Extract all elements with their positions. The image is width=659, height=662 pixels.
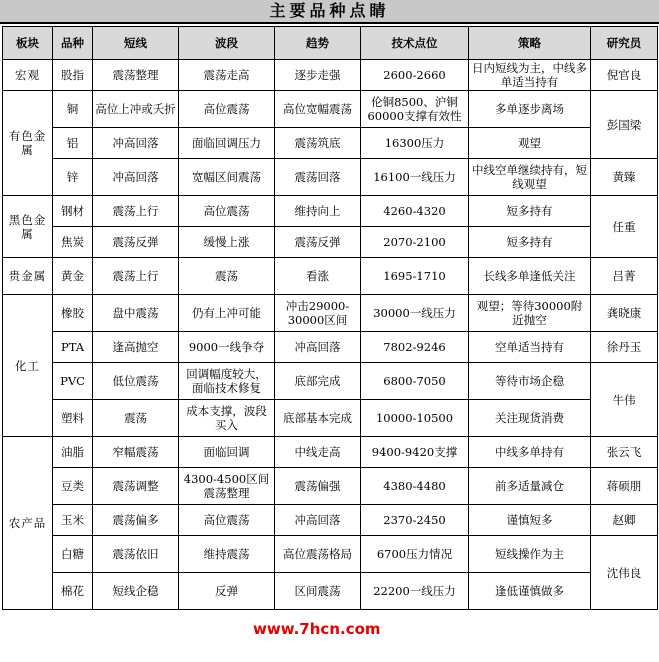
levels-cell: 4260-4320: [361, 196, 469, 227]
table-header-row: [3, 27, 658, 60]
short-cell: 短线企稳: [93, 573, 179, 610]
variety-cell: 棉花: [53, 573, 93, 610]
sector-cell: 宏观: [3, 60, 53, 91]
levels-cell: 2370-2450: [361, 505, 469, 536]
swing-cell: 面临回调压力: [179, 128, 275, 159]
table-row: [3, 536, 658, 573]
trend-cell: 中线走高: [275, 437, 361, 468]
strategy-cell: 前多适量减仓: [469, 468, 591, 505]
levels-cell: 4380-4480: [361, 468, 469, 505]
strategy-cell: 等待市场企稳: [469, 363, 591, 400]
table-row: [3, 159, 658, 196]
strategy-cell: 观望: [469, 128, 591, 159]
strategy-cell: 空单适当持有: [469, 332, 591, 363]
swing-cell: 宽幅区间震荡: [179, 159, 275, 196]
swing-cell: 缓慢上涨: [179, 227, 275, 258]
levels-cell: 1695-1710: [361, 258, 469, 295]
trend-cell: 维持向上: [275, 196, 361, 227]
analyst-cell: 牛伟: [591, 363, 658, 437]
analyst-cell: 徐丹玉: [591, 332, 658, 363]
variety-cell: 铜: [53, 91, 93, 128]
swing-cell: 高位震荡: [179, 91, 275, 128]
header-strategy: 策略: [469, 27, 591, 60]
swing-cell: 面临回调: [179, 437, 275, 468]
table-row: [3, 128, 658, 159]
short-cell: 逢高抛空: [93, 332, 179, 363]
sector-cell: 有色金属: [3, 91, 53, 196]
short-cell: 高位上冲或夭折: [93, 91, 179, 128]
short-cell: 低位震荡: [93, 363, 179, 400]
header-analyst: 研究员: [591, 27, 658, 60]
strategy-cell: 关注现货消费: [469, 400, 591, 437]
analyst-cell: 蒋硕朋: [591, 468, 658, 505]
short-cell: 震荡上行: [93, 196, 179, 227]
header-sector: 板块: [3, 27, 53, 60]
levels-cell: 伦铜8500、沪铜60000支撑有效性: [361, 91, 469, 128]
trend-cell: 震荡偏强: [275, 468, 361, 505]
levels-cell: 10000-10500: [361, 400, 469, 437]
table-row: [3, 258, 658, 295]
table-row: [3, 505, 658, 536]
variety-cell: PVC: [53, 363, 93, 400]
swing-cell: 震荡: [179, 258, 275, 295]
variety-cell: 油脂: [53, 437, 93, 468]
analyst-cell: 倪官良: [591, 60, 658, 91]
table-row: [3, 295, 658, 332]
table-row: [3, 363, 658, 400]
levels-cell: 6800-7050: [361, 363, 469, 400]
swing-cell: 高位震荡: [179, 505, 275, 536]
trend-cell: 逐步走强: [275, 60, 361, 91]
variety-cell: 玉米: [53, 505, 93, 536]
trend-cell: 高位宽幅震荡: [275, 91, 361, 128]
strategy-cell: 短线操作为主: [469, 536, 591, 573]
strategy-cell: 观望；等待30000附近抛空: [469, 295, 591, 332]
strategy-cell: 短多持有: [469, 227, 591, 258]
variety-cell: 黄金: [53, 258, 93, 295]
swing-cell: 反弹: [179, 573, 275, 610]
table-row: [3, 400, 658, 437]
strategy-cell: 逢低谨慎做多: [469, 573, 591, 610]
swing-cell: 成本支撑，波段买入: [179, 400, 275, 437]
trend-cell: 看涨: [275, 258, 361, 295]
trend-cell: 底部基本完成: [275, 400, 361, 437]
short-cell: 冲高回落: [93, 128, 179, 159]
short-cell: 震荡: [93, 400, 179, 437]
levels-cell: 9400-9420支撑: [361, 437, 469, 468]
analyst-cell: 沈伟良: [591, 536, 658, 610]
table-row: [3, 332, 658, 363]
variety-cell: 铝: [53, 128, 93, 159]
swing-cell: 9000一线争夺: [179, 332, 275, 363]
short-cell: 冲高回落: [93, 159, 179, 196]
variety-cell: 橡胶: [53, 295, 93, 332]
trend-cell: 冲击29000-30000区间: [275, 295, 361, 332]
levels-cell: 2070-2100: [361, 227, 469, 258]
levels-cell: 16300压力: [361, 128, 469, 159]
strategy-table: [2, 26, 658, 610]
strategy-cell: 短多持有: [469, 196, 591, 227]
header-variety: 品种: [53, 27, 93, 60]
swing-cell: 高位震荡: [179, 196, 275, 227]
table-row: [3, 437, 658, 468]
swing-cell: 回调幅度较大，面临技术修复: [179, 363, 275, 400]
levels-cell: 30000一线压力: [361, 295, 469, 332]
short-cell: 震荡依旧: [93, 536, 179, 573]
sector-cell: 农产品: [3, 437, 53, 610]
analyst-cell: 任重: [591, 196, 658, 258]
table-row: [3, 227, 658, 258]
table-row: [3, 60, 658, 91]
trend-cell: 底部完成: [275, 363, 361, 400]
short-cell: 盘中震荡: [93, 295, 179, 332]
levels-cell: 16100一线压力: [361, 159, 469, 196]
trend-cell: 震荡回落: [275, 159, 361, 196]
swing-cell: 仍有上冲可能: [179, 295, 275, 332]
swing-cell: 4300-4500区间震荡整理: [179, 468, 275, 505]
trend-cell: 冲高回落: [275, 332, 361, 363]
swing-cell: 维持震荡: [179, 536, 275, 573]
page-title: 主要品种点睛: [0, 0, 659, 24]
analyst-cell: 彭国梁: [591, 91, 658, 159]
table-row: [3, 573, 658, 610]
sector-cell: 黑色金属: [3, 196, 53, 258]
variety-cell: 塑料: [53, 400, 93, 437]
variety-cell: 焦炭: [53, 227, 93, 258]
strategy-cell: 长线多单逢低关注: [469, 258, 591, 295]
trend-cell: 冲高回落: [275, 505, 361, 536]
short-cell: 震荡反弹: [93, 227, 179, 258]
site-watermark: www.7hcn.com: [250, 620, 384, 638]
variety-cell: 钢材: [53, 196, 93, 227]
strategy-cell: 中线多单持有: [469, 437, 591, 468]
table-row: [3, 468, 658, 505]
variety-cell: PTA: [53, 332, 93, 363]
short-cell: 震荡上行: [93, 258, 179, 295]
short-cell: 震荡调整: [93, 468, 179, 505]
trend-cell: 高位震荡格局: [275, 536, 361, 573]
strategy-cell: 中线空单继续持有，短线观望: [469, 159, 591, 196]
analyst-cell: 黄臻: [591, 159, 658, 196]
analyst-cell: 赵卿: [591, 505, 658, 536]
strategy-cell: 日内短线为主，中线多单适当持有: [469, 60, 591, 91]
levels-cell: 7802-9246: [361, 332, 469, 363]
variety-cell: 股指: [53, 60, 93, 91]
short-cell: 震荡偏多: [93, 505, 179, 536]
variety-cell: 锌: [53, 159, 93, 196]
short-cell: 窄幅震荡: [93, 437, 179, 468]
table-row: [3, 91, 658, 128]
header-swing: 波段: [179, 27, 275, 60]
variety-cell: 白糖: [53, 536, 93, 573]
swing-cell: 震荡走高: [179, 60, 275, 91]
header-short: 短线: [93, 27, 179, 60]
short-cell: 震荡整理: [93, 60, 179, 91]
analyst-cell: 龚晓康: [591, 295, 658, 332]
strategy-cell: 谨慎短多: [469, 505, 591, 536]
sector-cell: 化工: [3, 295, 53, 437]
trend-cell: 震荡反弹: [275, 227, 361, 258]
table-row: [3, 196, 658, 227]
trend-cell: 震荡筑底: [275, 128, 361, 159]
analyst-cell: 张云飞: [591, 437, 658, 468]
header-trend: 趋势: [275, 27, 361, 60]
levels-cell: 2600-2660: [361, 60, 469, 91]
levels-cell: 22200一线压力: [361, 573, 469, 610]
sector-cell: 贵金属: [3, 258, 53, 295]
levels-cell: 6700压力情况: [361, 536, 469, 573]
header-levels: 技术点位: [361, 27, 469, 60]
analyst-cell: 吕菁: [591, 258, 658, 295]
strategy-cell: 多单逐步离场: [469, 91, 591, 128]
variety-cell: 豆类: [53, 468, 93, 505]
trend-cell: 区间震荡: [275, 573, 361, 610]
